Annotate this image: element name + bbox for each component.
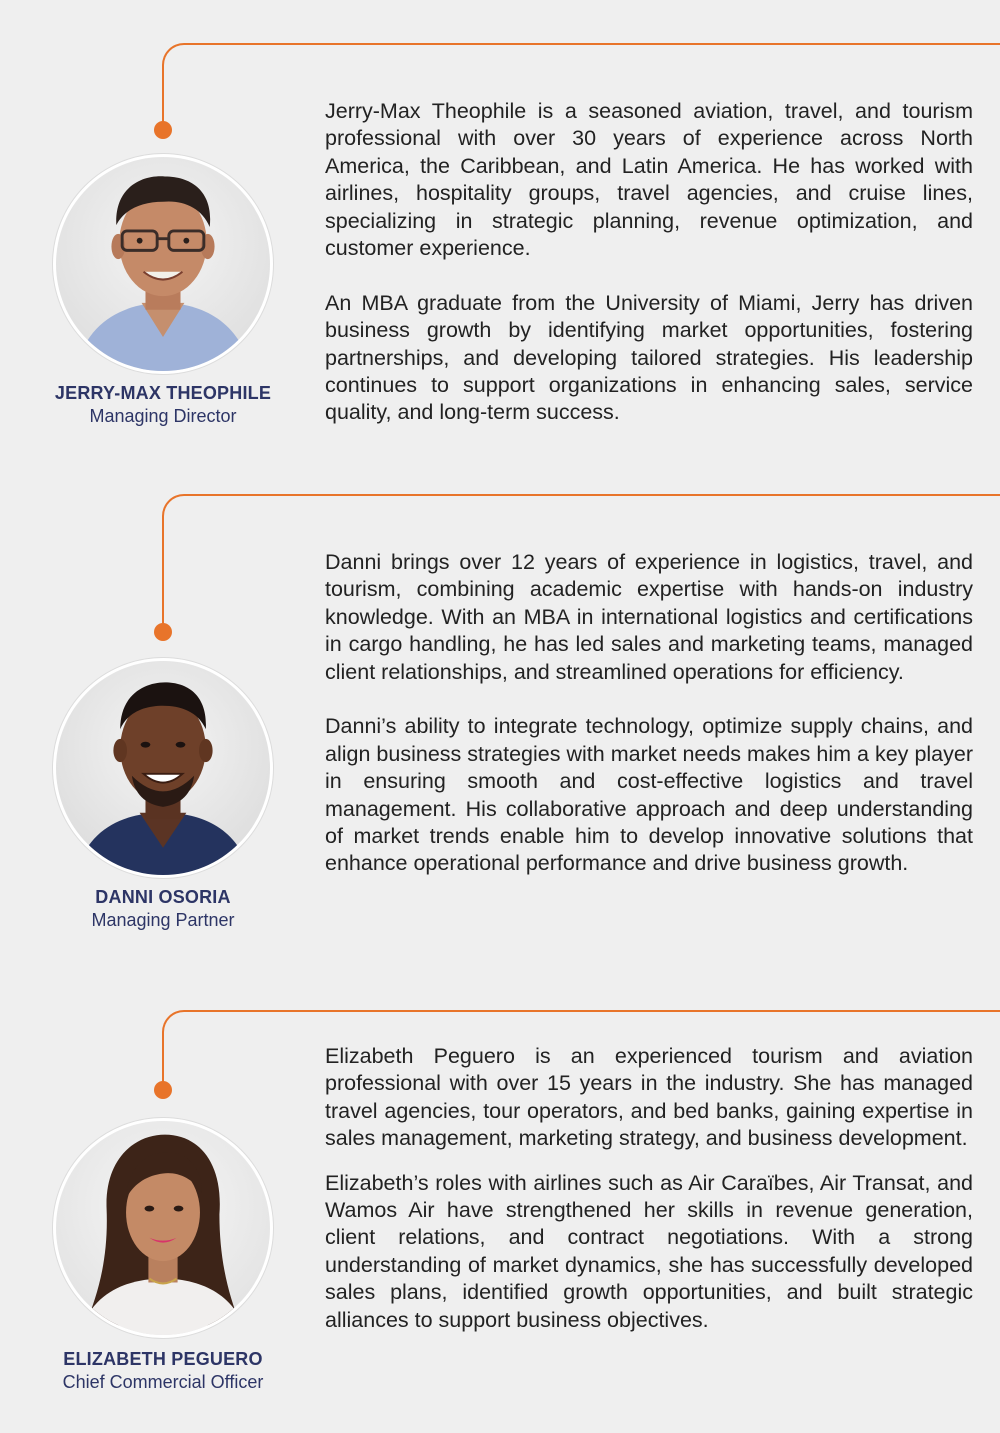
- person-name: JERRY-MAX THEOPHILE: [54, 383, 272, 403]
- bio-text: [325, 1043, 973, 1334]
- bio-text: [325, 549, 973, 878]
- avatar: [53, 658, 273, 878]
- bio-text: [325, 98, 973, 427]
- avatar: [53, 1118, 273, 1338]
- person-name: ELIZABETH PEGUERO: [63, 1349, 263, 1369]
- timeline-dot: [154, 121, 172, 139]
- bio-paragraph: Danni brings over 12 years of experience in logistics, travel, and tourism, combining academic expertise with hands-on industry knowledge. With an MBA in international logistics and certifications in cargo handling, he has led sales and marketing teams, managed client relationships, and streamlined operations for efficiency.: [325, 550, 973, 684]
- person-role: Managing Director: [89, 406, 237, 426]
- bio-paragraph: Elizabeth’s roles with airlines such as Air Caraïbes, Air Transat, and Wamos Air have strengthened her skills in revenue generation, client relations, and contract negotiations. With a strong understanding of market dynamics, she has successfully developed sales plans, identified growth opportunities, and built strategic alliances to support business objectives.: [325, 1170, 973, 1332]
- bio-paragraph: Elizabeth Peguero is an experienced tourism and aviation professional with over 15 years in the industry. She has managed travel agencies, tour operators, and bed banks, gaining expertise in sales management, marketing strategy, and business development.: [325, 1044, 973, 1151]
- bio-paragraph: An MBA graduate from the University of Miami, Jerry has driven business growth by identifying market opportunities, fostering partnerships, and developing tailored strategies. His leadership continues to support organizations in enhancing sales, service quality, and long-term success.: [325, 290, 973, 425]
- portrait-man-glasses-photo: [56, 157, 270, 371]
- portrait-man-smiling-photo: [56, 661, 270, 875]
- bio-paragraph: Danni’s ability to integrate technology, optimize supply chains, and align business strategies with market needs makes him a key player in ensuring smooth and cost-effective logistics and travel management. His collaborative approach and deep understanding of market trends enable him to develop innovative solutions that enhance operational performance and drive business growth.: [325, 714, 973, 876]
- person-name: DANNI OSORIA: [95, 887, 231, 907]
- person-role: Chief Commercial Officer: [62, 1372, 264, 1392]
- bio-paragraph: Jerry-Max Theophile is a seasoned aviation, travel, and tourism professional with over 30 years of experience across North America, the Caribbean, and Latin America. He has worked with airlines, hospitality groups, travel agencies, and cruise lines, specializing in strategic planning, revenue optimization, and customer experience.: [325, 99, 973, 261]
- portrait-woman-photo: [56, 1121, 270, 1335]
- timeline-dot: [154, 623, 172, 641]
- timeline-dot: [154, 1081, 172, 1099]
- avatar: [53, 154, 273, 374]
- person-role: Managing Partner: [91, 910, 235, 930]
